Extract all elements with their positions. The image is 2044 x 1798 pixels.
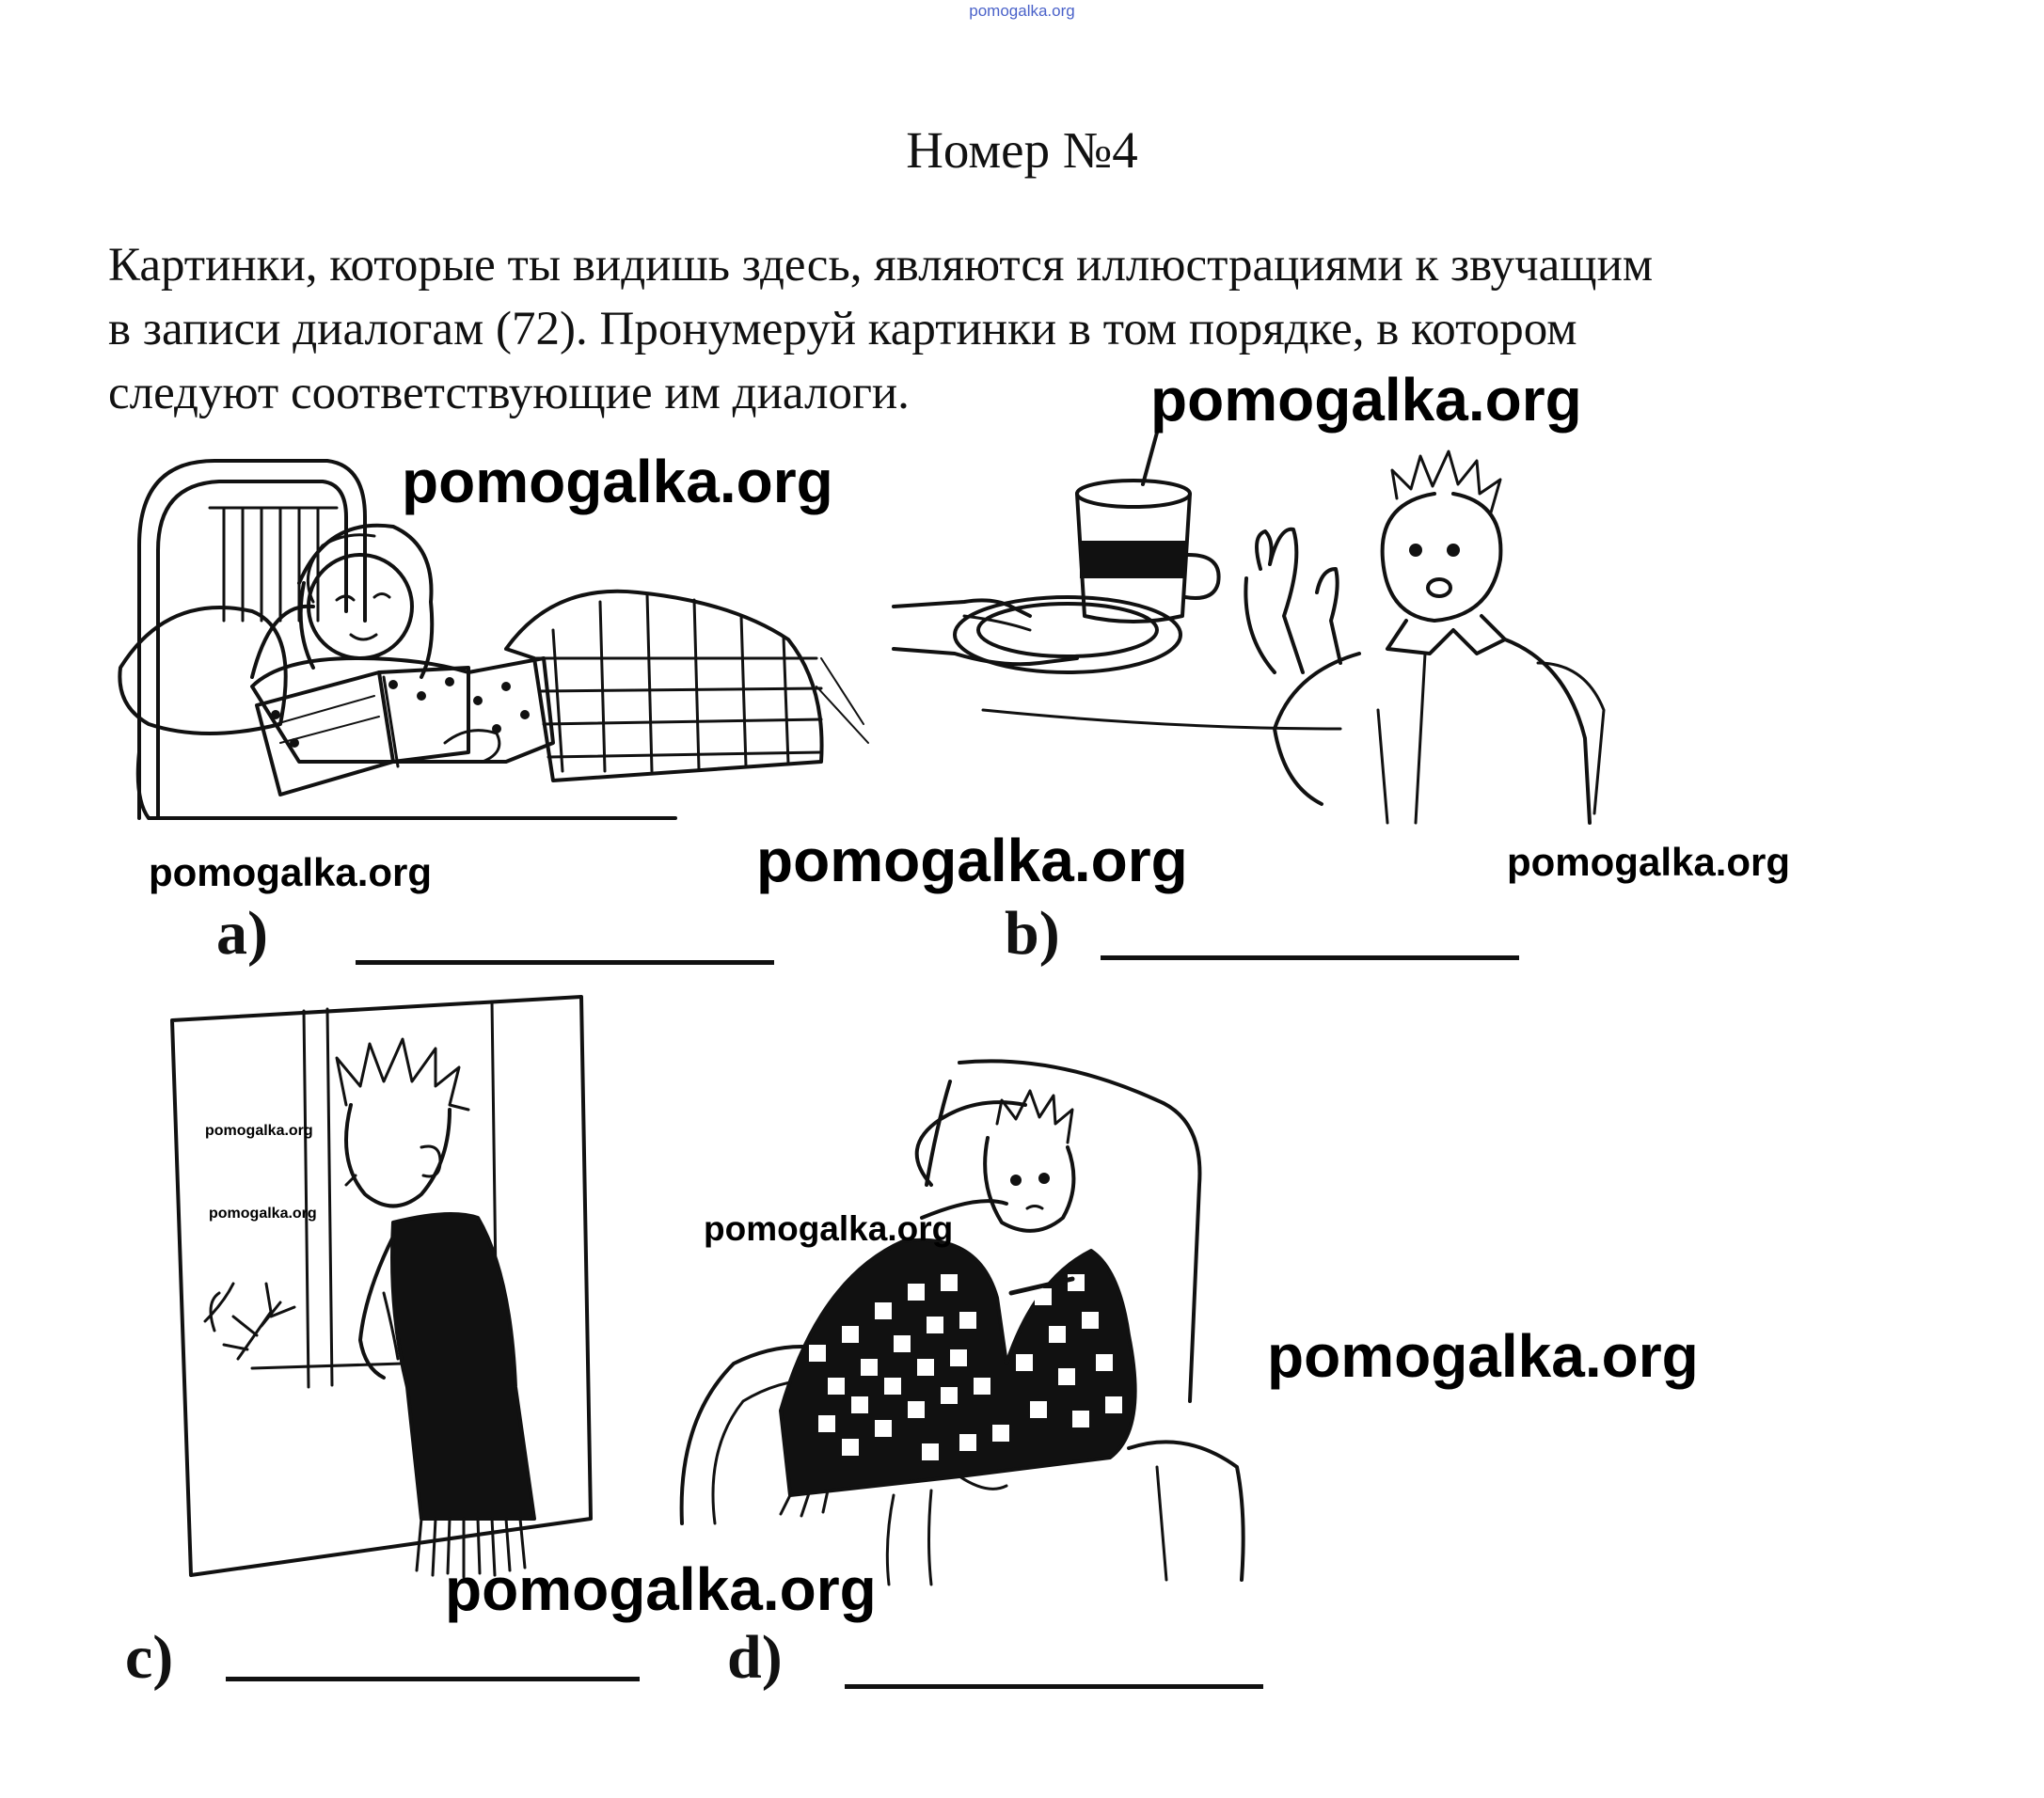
watermark: pomogalka.org (756, 827, 1188, 894)
label-d: d) (727, 1623, 783, 1692)
instructions-line-3: следуют соответствующие им диалоги. (108, 367, 910, 419)
watermark: pomogalka.org (1150, 366, 1582, 434)
instructions-line-2: в записи диалогам (72). Пронумеруй картинки в том порядке, в котором (108, 303, 1577, 355)
label-c: c) (125, 1623, 174, 1692)
exercise-heading: Номер №4 (906, 121, 1138, 179)
label-a: a) (216, 899, 268, 968)
answer-line-c[interactable] (226, 1677, 640, 1681)
answer-line-a[interactable] (356, 960, 774, 965)
illustration-d-sick-boy-in-armchair (677, 1053, 1298, 1589)
answer-line-d[interactable] (845, 1684, 1263, 1689)
watermark: pomogalka.org (1267, 1322, 1699, 1390)
label-b: b) (1005, 899, 1060, 968)
instructions-text (108, 233, 1952, 425)
watermark: pomogalka.org (205, 1123, 313, 1139)
watermark: pomogalka.org (209, 1206, 317, 1222)
answer-line-b[interactable] (1101, 955, 1519, 960)
watermark: pomogalka.org (445, 1555, 877, 1623)
illustration-b-boy-refusing-tea (889, 428, 1623, 832)
top-watermark: pomogalka.org (969, 2, 1075, 20)
illustration-c-boy-at-window (167, 992, 600, 1585)
watermark: pomogalka.org (402, 448, 833, 515)
instructions-line-1: Картинки, которые ты видишь здесь, являются иллюстрациями к звучащим (108, 239, 1654, 292)
watermark: pomogalka.org (1507, 840, 1791, 884)
watermark: pomogalka.org (149, 850, 433, 894)
watermark: pomogalka.org (704, 1209, 954, 1248)
